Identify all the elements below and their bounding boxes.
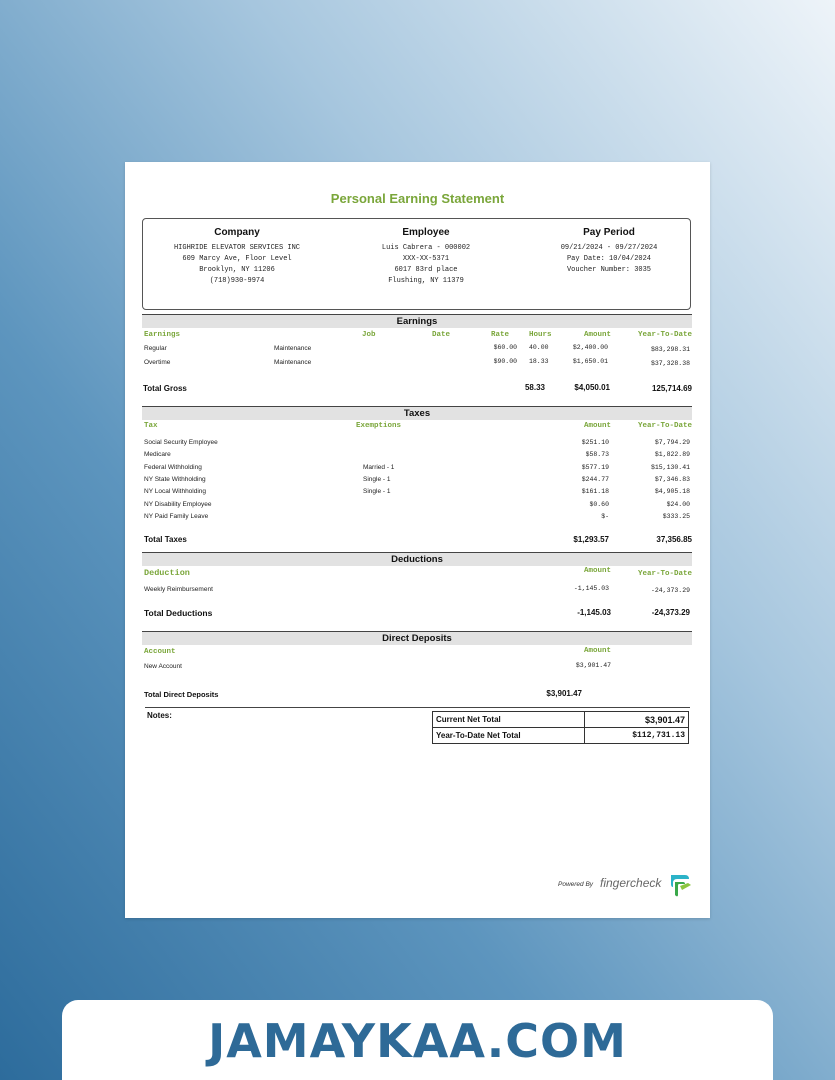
company-name: HIGHRIDE ELEVATOR SERVICES INC [173, 244, 301, 252]
earning-job: Maintenance [274, 345, 312, 352]
ytd-net-value: $112,731.13 [585, 728, 689, 744]
earning-type: Overtime [144, 359, 171, 366]
tax-name: NY State Withholding [144, 476, 206, 483]
tax-name: NY Local Withholding [144, 488, 207, 495]
tax-amount: $251.10 [581, 439, 609, 446]
exemptions-col-header: Exemptions [356, 422, 402, 430]
company-address1: 609 Marcy Ave, Floor Level [182, 255, 292, 263]
ytd-net-label: Year-To-Date Net Total [433, 728, 585, 744]
current-net-label: Current Net Total [433, 712, 585, 728]
tax-amount: $0.60 [589, 501, 609, 508]
total-gross-label: Total Gross [143, 384, 187, 393]
earning-type: Regular [144, 345, 167, 352]
tax-amount: $577.19 [581, 464, 609, 471]
total-deductions-amount: -1,145.03 [577, 608, 611, 617]
total-gross-hours: 58.33 [524, 383, 545, 392]
earning-hours: 18.33 [529, 358, 549, 365]
tax-amount: $- [601, 513, 609, 520]
tax-name: Social Security Employee [144, 439, 218, 446]
deduction-amount-col-header: Amount [583, 567, 611, 575]
company-phone: (718)930-9974 [209, 277, 265, 285]
deduction-ytd-col-header: Year-To-Date [637, 570, 692, 578]
total-taxes-ytd: 37,356.85 [656, 535, 692, 544]
tax-amount-col-header: Amount [583, 422, 611, 430]
tax-ytd-col-header: Year-To-Date [637, 422, 692, 430]
ytd-col-header: Year-To-Date [637, 331, 692, 339]
earning-amount: $1,650.01 [572, 358, 608, 365]
total-gross-amount: $4,050.01 [574, 383, 610, 392]
earning-ytd: $37,328.38 [650, 360, 690, 367]
company-address2: Brooklyn, NY 11206 [199, 266, 275, 274]
watermark-banner [62, 1000, 773, 1080]
hours-col-header: Hours [529, 331, 552, 339]
tax-name: NY Disability Employee [144, 501, 212, 508]
employee-name: Luis Cabrera - 000002 [381, 244, 471, 252]
tax-ytd: $1,822.89 [654, 451, 690, 458]
ytd-net-row [433, 728, 689, 744]
tax-ytd: $4,905.18 [654, 488, 690, 495]
total-taxes-amount: $1,293.57 [573, 535, 609, 544]
earning-amount: $2,400.00 [572, 344, 608, 351]
deposit-account: New Account [144, 663, 182, 670]
earning-hours: 40.00 [529, 344, 549, 351]
deductions-section-bar: Deductions [142, 552, 692, 566]
employee-heading: Employee [402, 227, 450, 238]
total-deductions-label: Total Deductions [144, 608, 213, 618]
job-col-header: Job [362, 331, 376, 339]
earnings-section-bar: Earnings [142, 314, 692, 328]
net-total-summary [432, 711, 689, 744]
notes-label: Notes: [147, 711, 172, 720]
tax-ytd: $7,346.83 [654, 476, 690, 483]
deduction-amount: -1,145.03 [573, 585, 609, 592]
employee-address2: Flushing, NY 11379 [388, 277, 464, 285]
deposit-amount: $3,901.47 [575, 662, 611, 669]
direct-deposits-section-bar: Direct Deposits [142, 631, 692, 645]
total-taxes-label: Total Taxes [144, 535, 187, 544]
fingercheck-brand: fingercheck [600, 876, 662, 890]
rate-col-header: Rate [490, 331, 509, 339]
tax-ytd: $7,794.29 [654, 439, 690, 446]
earning-rate: $90.00 [493, 358, 517, 365]
voucher-number: Voucher Number: 3035 [566, 266, 651, 274]
earning-rate: $60.00 [493, 344, 517, 351]
employee-block [336, 227, 516, 287]
employee-address1: 6017 83rd place [394, 266, 458, 274]
deposit-amount-col-header: Amount [583, 647, 611, 655]
earnings-col-header: Earnings [144, 331, 181, 339]
company-heading: Company [214, 227, 260, 238]
page-title: Personal Earning Statement [330, 191, 505, 206]
employee-ssn: XXX-XX-5371 [402, 255, 450, 263]
fingercheck-logo-icon [669, 873, 693, 898]
deduction-ytd: -24,373.29 [650, 587, 690, 594]
current-net-value: $3,901.47 [585, 712, 689, 728]
total-deductions-ytd: -24,373.29 [651, 608, 690, 617]
tax-col-header: Tax [144, 422, 158, 430]
pay-period-range: 09/21/2024 - 09/27/2024 [560, 244, 658, 252]
tax-ytd: $333.25 [662, 513, 690, 520]
tax-name: Medicare [144, 451, 171, 458]
deduction-name: Weekly Reimbursement [144, 586, 213, 593]
tax-ytd: $15,130.41 [650, 464, 690, 471]
taxes-section-bar: Taxes [142, 406, 692, 420]
total-direct-deposits-amount: $3,901.47 [546, 689, 582, 698]
total-gross-ytd: 125,714.69 [651, 384, 692, 393]
company-block [147, 227, 327, 287]
total-direct-deposits-label: Total Direct Deposits [144, 690, 219, 699]
pay-period-heading: Pay Period [583, 227, 635, 238]
earning-job: Maintenance [274, 359, 312, 366]
current-net-row [433, 712, 689, 728]
account-col-header: Account [144, 648, 176, 656]
powered-by-label: Powered By [558, 881, 594, 888]
tax-name: Federal Withholding [144, 464, 202, 471]
deduction-col-header: Deduction [144, 568, 190, 578]
earning-statement-page [125, 162, 710, 918]
header-box [142, 218, 691, 310]
amount-col-header: Amount [583, 331, 611, 339]
tax-name: NY Paid Family Leave [144, 513, 209, 520]
pay-date: Pay Date: 10/04/2024 [566, 255, 651, 263]
tax-ytd: $24.00 [666, 501, 690, 508]
watermark-text: JAMAYKAA.COM [208, 1014, 627, 1068]
tax-exemptions: Single - 1 [363, 476, 391, 483]
date-col-header: Date [432, 331, 451, 339]
pay-period-block [519, 227, 699, 276]
notes-divider [145, 707, 690, 708]
tax-exemptions: Single - 1 [363, 488, 391, 495]
tax-amount: $244.77 [581, 476, 609, 483]
tax-exemptions: Married - 1 [363, 464, 395, 471]
tax-amount: $58.73 [585, 451, 609, 458]
tax-amount: $161.18 [581, 488, 609, 495]
earning-ytd: $83,298.31 [650, 346, 690, 353]
